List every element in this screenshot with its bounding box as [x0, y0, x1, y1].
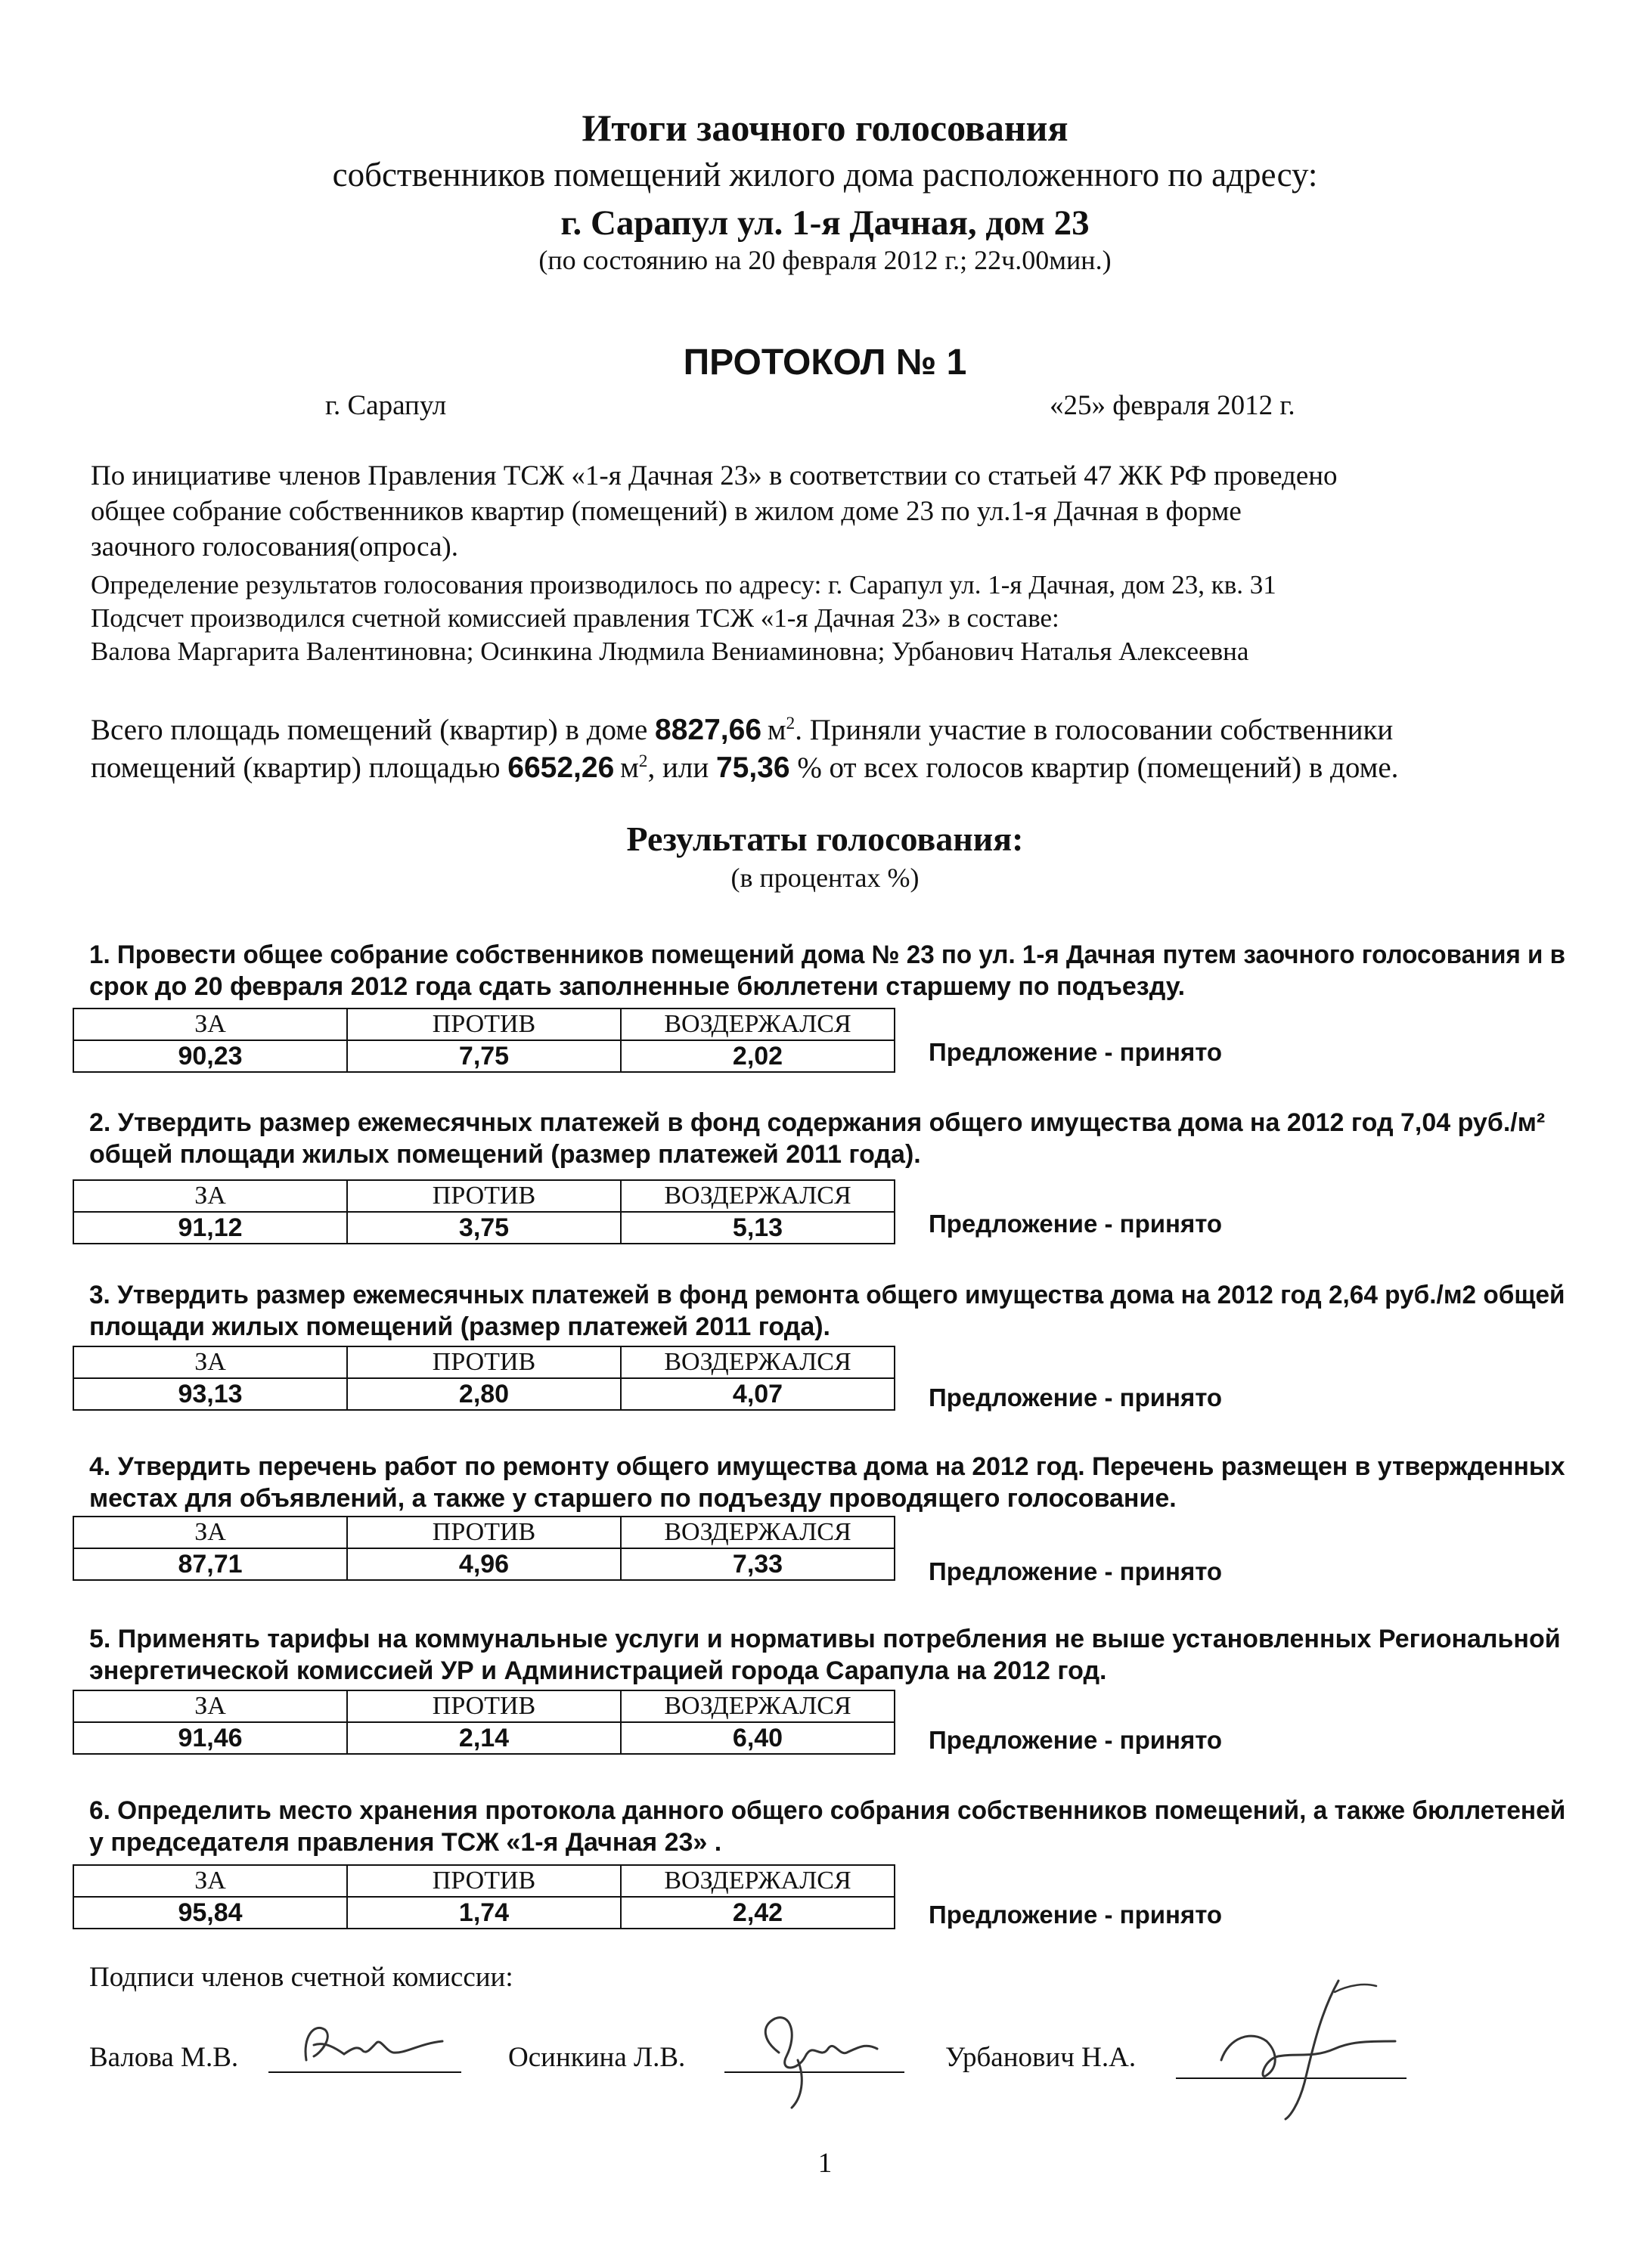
results-subtitle: (в процентах %)	[730, 863, 920, 893]
value-for: 93,13	[73, 1378, 347, 1410]
intro-commission-members: Валова Маргарита Валентиновна; Осинкина Людмила Вениаминовна; Урбанович Наталья Алексеевна	[91, 637, 1249, 666]
signer-3-name: Урбанович Н.А.	[945, 2042, 1137, 2073]
header-for: ЗА	[73, 1690, 347, 1722]
area-line-2: помещений (квартир) площадью 6652,26 $м^2$, или 75,36 % от всех голосов квартир (помещений) в доме.	[91, 751, 1399, 784]
question-6-result: Предложение - принято	[929, 1901, 1223, 1929]
header-abstain: ВОЗДЕРЖАЛСЯ	[621, 1009, 895, 1040]
signer-3-signature	[1206, 1969, 1418, 2121]
value-abstain: 5,13	[621, 1212, 895, 1244]
header-abstain: ВОЗДЕРЖАЛСЯ	[621, 1690, 895, 1722]
question-6-text-line-1: 6. Определить место хранения протокола данного общего собрания собственников помещений, а также бюллетеней	[89, 1796, 1566, 1825]
value-against: 1,74	[347, 1897, 621, 1929]
header-abstain: ВОЗДЕРЖАЛСЯ	[621, 1517, 895, 1548]
question-2-text-line-2: общей площади жилых помещений (размер платежей 2011 года).	[89, 1140, 921, 1169]
signer-2-signature	[745, 1996, 889, 2117]
intro-line-1: По инициативе членов Правления ТСЖ «1-я Дачная 23» в соответствии со статьей 47 ЖК РФ проведено	[91, 460, 1338, 491]
question-1-vote-table	[73, 1008, 895, 1073]
question-1-result: Предложение - принято	[929, 1038, 1223, 1066]
header-against: ПРОТИВ	[347, 1865, 621, 1897]
document-as-of: (по состоянию на 20 февраля 2012 г.; 22ч.00мин.)	[538, 245, 1112, 275]
question-4-text-line-2: местах для объявлений, а также у старшего по подъезду проводящего голосование.	[89, 1484, 1177, 1513]
intro-line-2: общее собрание собственников квартир (помещений) в жилом доме 23 по ул.1-я Дачная в форме	[91, 496, 1242, 527]
question-3-text-line-1: 3. Утвердить размер ежемесячных платежей в фонд ремонта общего имущества дома на 2012 год 2,64 руб./м2 общей	[89, 1281, 1565, 1309]
participation-percent: 75,36	[715, 751, 790, 784]
value-against: 3,75	[347, 1212, 621, 1244]
value-against: 7,75	[347, 1040, 621, 1072]
intro-address-line: Определение результатов голосования производилось по адресу: г. Сарапул ул. 1-я Дачная, дом 23, кв. 31	[91, 570, 1276, 600]
question-5-text-line-2: энергетической комиссией УР и Администрацией города Сарапула на 2012 год.	[89, 1656, 1107, 1685]
protocol-date: «25» февраля 2012 г.	[1050, 390, 1295, 421]
page-number: 1	[817, 2148, 833, 2179]
header-for: ЗА	[73, 1865, 347, 1897]
value-abstain: 6,40	[621, 1722, 895, 1754]
question-4-text-line-1: 4. Утвердить перечень работ по ремонту общего имущества дома на 2012 год. Перечень размещен в утвержденных	[89, 1452, 1565, 1481]
question-3-result: Предложение - принято	[929, 1383, 1223, 1411]
voted-area: 6652,26	[507, 751, 615, 784]
header-for: ЗА	[73, 1517, 347, 1548]
protocol-title: ПРОТОКОЛ № 1	[683, 342, 967, 383]
question-1-text-line-1: 1. Провести общее собрание собственников помещений дома № 23 по ул. 1-я Дачная путем заочного голосования и в	[89, 940, 1566, 969]
question-2-vote-table	[73, 1179, 895, 1244]
signer-1-name: Валова М.В.	[89, 2042, 239, 2073]
value-against: 4,96	[347, 1548, 621, 1580]
question-2-result: Предложение - принято	[929, 1210, 1223, 1238]
document-address: г. Сарапул ул. 1-я Дачная, дом 23	[560, 203, 1090, 243]
header-abstain: ВОЗДЕРЖАЛСЯ	[621, 1865, 895, 1897]
value-abstain: 4,07	[621, 1378, 895, 1410]
question-3-vote-table	[73, 1346, 895, 1411]
header-abstain: ВОЗДЕРЖАЛСЯ	[621, 1346, 895, 1378]
intro-line-3: заочного голосования(опроса).	[91, 531, 459, 562]
value-for: 91,12	[73, 1212, 347, 1244]
question-5-vote-table	[73, 1690, 895, 1755]
header-against: ПРОТИВ	[347, 1517, 621, 1548]
question-4-result: Предложение - принято	[929, 1557, 1223, 1585]
question-5-result: Предложение - принято	[929, 1726, 1223, 1754]
value-abstain: 2,42	[621, 1897, 895, 1929]
total-area: 8827,66	[655, 714, 762, 746]
value-for: 90,23	[73, 1040, 347, 1072]
value-against: 2,14	[347, 1722, 621, 1754]
intro-commission-line: Подсчет производился счетной комиссией правления ТСЖ «1-я Дачная 23» в составе:	[91, 603, 1059, 633]
header-for: ЗА	[73, 1346, 347, 1378]
question-6-vote-table	[73, 1864, 895, 1929]
signatures-heading: Подписи членов счетной комиссии:	[89, 1962, 513, 1993]
value-for: 91,46	[73, 1722, 347, 1754]
question-3-text-line-2: площади жилых помещений (размер платежей 2011 года).	[89, 1312, 831, 1341]
header-abstain: ВОЗДЕРЖАЛСЯ	[621, 1180, 895, 1212]
value-abstain: 7,33	[621, 1548, 895, 1580]
question-5-text-line-1: 5. Применять тарифы на коммунальные услуги и нормативы потребления не выше установленных Региональной	[89, 1625, 1561, 1653]
results-title: Результаты голосования:	[626, 820, 1024, 858]
value-for: 95,84	[73, 1897, 347, 1929]
question-6-text-line-2: у председателя правления ТСЖ «1-я Дачная 23» .	[89, 1828, 722, 1857]
header-against: ПРОТИВ	[347, 1346, 621, 1378]
protocol-city: г. Сарапул	[325, 390, 447, 421]
header-against: ПРОТИВ	[347, 1690, 621, 1722]
header-for: ЗА	[73, 1009, 347, 1040]
header-against: ПРОТИВ	[347, 1009, 621, 1040]
header-against: ПРОТИВ	[347, 1180, 621, 1212]
area-line-1: Всего площадь помещений (квартир) в доме 8827,66 $м^2$. Приняли участие в голосовании собственники	[91, 714, 1394, 746]
header-for: ЗА	[73, 1180, 347, 1212]
signer-1-signature	[291, 2007, 457, 2075]
value-abstain: 2,02	[621, 1040, 895, 1072]
question-4-vote-table	[73, 1516, 895, 1581]
document-title: Итоги заочного голосования	[582, 107, 1068, 149]
question-2-text-line-1: 2. Утвердить размер ежемесячных платежей в фонд содержания общего имущества дома на 2012 год 7,04 руб./м²	[89, 1108, 1546, 1137]
value-for: 87,71	[73, 1548, 347, 1580]
document-subtitle: собственников помещений жилого дома расположенного по адресу:	[332, 156, 1318, 194]
signer-2-name: Осинкина Л.В.	[508, 2042, 686, 2073]
value-against: 2,80	[347, 1378, 621, 1410]
question-1-text-line-2: срок до 20 февраля 2012 года сдать заполненные бюллетени старшему по подъезду.	[89, 972, 1186, 1001]
